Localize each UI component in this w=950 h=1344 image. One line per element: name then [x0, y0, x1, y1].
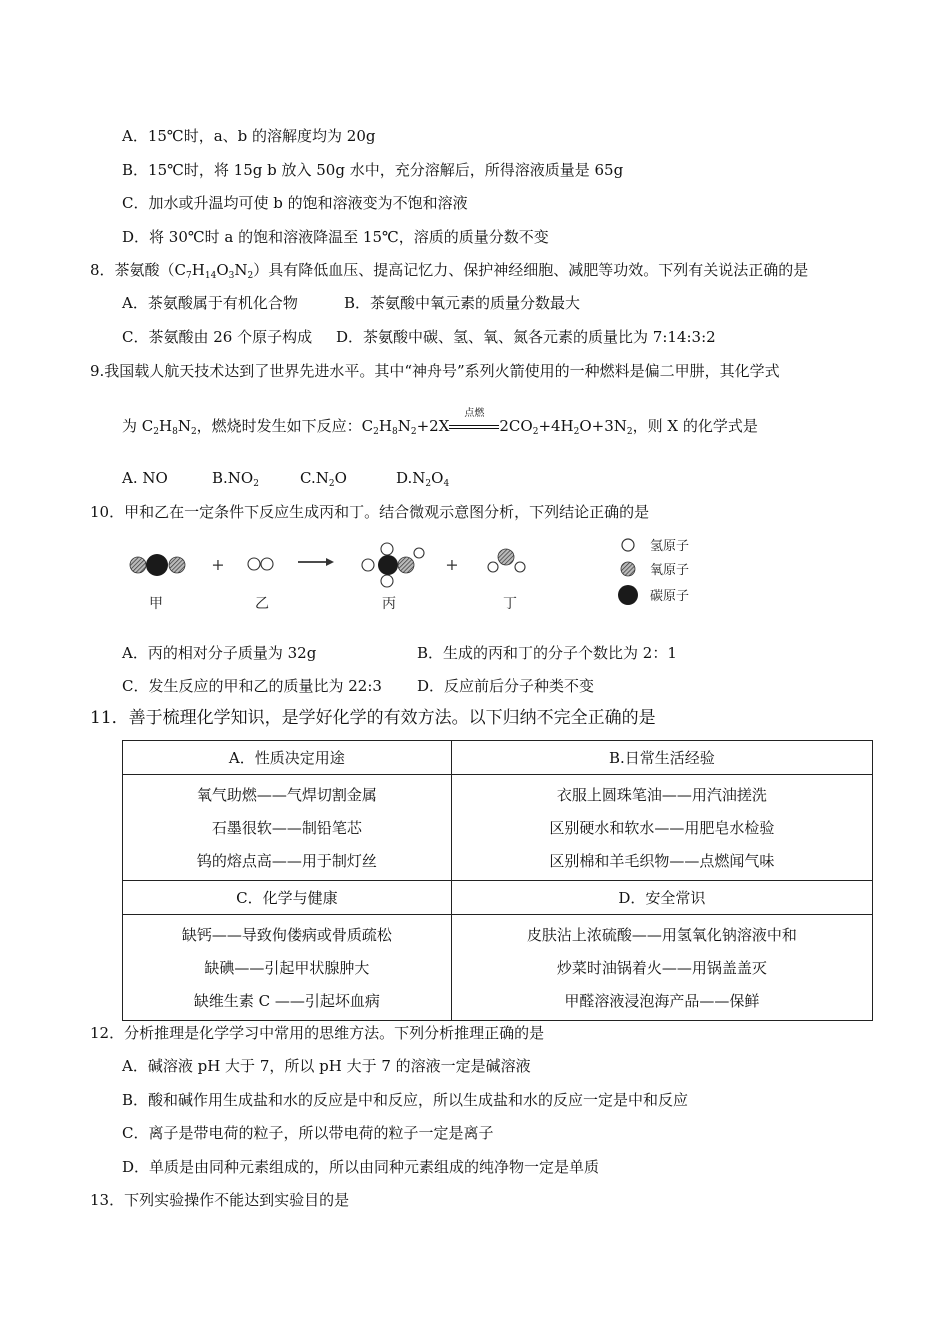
label-ding: 丁: [503, 596, 517, 612]
q8-stem: 8．茶氨酸$(C_7H_{14}O_3N_2)$具有降低血压、提高记忆力、保护神经细胞、减肥等功效。下列有关说法正确的是: [90, 261, 809, 281]
q12-option-a: A．碱溶液 pH 大于 7，所以 pH 大于 7 的溶液一定是碱溶液: [122, 1057, 531, 1075]
q8-option-b: B．茶氨酸中氧元素的质量分数最大: [344, 294, 581, 312]
legend: [618, 539, 689, 605]
table-head-b: B.日常生活经验: [451, 741, 872, 775]
molecule-diagram: [122, 535, 722, 617]
label-yi: 乙: [255, 596, 269, 612]
table-head-d: D．安全常识: [451, 881, 872, 915]
q10-stem: 10．甲和乙在一定条件下反应生成丙和丁。结合微观示意图分析，下列结论正确的是: [90, 503, 650, 521]
q10-option-a: A．丙的相对分子质量为 32g: [122, 644, 317, 662]
q7-option-d: D．将 30℃时 a 的饱和溶液降温至 15℃，溶质的质量分数不变: [122, 228, 549, 246]
table-cell-c: 缺钙——导致佝偻病或骨质疏松 缺碘——引起甲状腺肿大 缺维生素 C ——引起坏血病: [123, 915, 452, 1021]
table-cell-b: 衣服上圆珠笔油——用汽油搓洗 区别硬水和软水——用肥皂水检验 区别棉和羊毛织物——点燃闻气味: [451, 775, 872, 881]
q8-option-c: C．茶氨酸由 26 个原子构成: [122, 328, 313, 346]
q10-option-d: D．反应前后分子种类不变: [417, 677, 595, 695]
q9-stem: 9.我国载人航天技术达到了世界先进水平。其中“神舟号”系列火箭使用的一种燃料是偏二甲肼，其化学式: [90, 362, 780, 380]
q11-stem: 11．善于梳理化学知识，是学好化学的有效方法。以下归纳不完全正确的是: [90, 708, 656, 728]
table-cell-a: 氧气助燃——气焊切割金属 石墨很软——制铅笔芯 钨的熔点高——用于制灯丝: [123, 775, 452, 881]
q7-option-a: A．15℃时，a、b 的溶解度均为 20g: [122, 127, 376, 145]
q7-option-c: C．加水或升温均可使 b 的饱和溶液变为不饱和溶液: [122, 194, 468, 212]
q9-option-b: $B.NO_2$: [212, 469, 259, 489]
molecule-bing: [362, 543, 424, 587]
q9-option-a: A. NO: [122, 469, 168, 487]
q9-option-d: $D.N_2O_4$: [396, 469, 450, 489]
q9-option-c: $C.N_2O$: [300, 469, 347, 489]
plus-sign-2: +: [445, 555, 459, 574]
q10-option-b: B．生成的丙和丁的分子个数比为 2：1: [417, 644, 677, 662]
q12-option-d: D．单质是由同种元素组成的，所以由同种元素组成的纯净物一定是单质: [122, 1158, 600, 1176]
q10-option-c: C．发生反应的甲和乙的质量比为 22:3: [122, 677, 382, 695]
q7-option-b: B．15℃时，将 15g b 放入 50g 水中，充分溶解后，所得溶液质量是 65g: [122, 161, 624, 179]
knowledge-table: [122, 740, 873, 1021]
legend-oxygen: 氧原子: [650, 563, 690, 578]
reaction-condition: 点燃: [449, 416, 499, 436]
reaction-arrow: [298, 558, 334, 566]
q13-stem: 13．下列实验操作不能达到实验目的是: [90, 1191, 350, 1209]
molecule-yi: [248, 558, 273, 570]
molecule-ding: [488, 549, 525, 572]
label-bing: 丙: [382, 596, 396, 612]
q12-stem: 12．分析推理是化学学习中常用的思维方法。下列分析推理正确的是: [90, 1024, 545, 1042]
q8-option-a: A．茶氨酸属于有机化合物: [122, 294, 298, 312]
q12-option-b: B．酸和碱作用生成盐和水的反应是中和反应，所以生成盐和水的反应一定是中和反应: [122, 1091, 689, 1109]
molecule-jia: [130, 554, 185, 576]
q9-equation: 为 $C_2H_8N_2$，燃烧时发生如下反应：$C_2H_8N_2+2X$ 点燃 $2CO_2+4H_2O+3N_2$，则 X 的化学式是: [122, 408, 758, 437]
table-head-c: C．化学与健康: [123, 881, 452, 915]
table-head-a: A．性质决定用途: [123, 741, 452, 775]
legend-carbon: 碳原子: [650, 589, 690, 604]
q12-option-c: C．离子是带电荷的粒子，所以带电荷的粒子一定是离子: [122, 1124, 494, 1142]
label-jia: 甲: [149, 596, 163, 612]
table-cell-d: 皮肤沾上浓硫酸——用氢氧化钠溶液中和 炒菜时油锅着火——用锅盖盖灭 甲醛溶液浸泡海产品——保鲜: [451, 915, 872, 1021]
legend-hydrogen: 氢原子: [650, 539, 690, 554]
q8-option-d: D．茶氨酸中碳、氢、氧、氮各元素的质量比为 7:14:3:2: [336, 328, 716, 346]
plus-sign-1: +: [211, 555, 225, 574]
